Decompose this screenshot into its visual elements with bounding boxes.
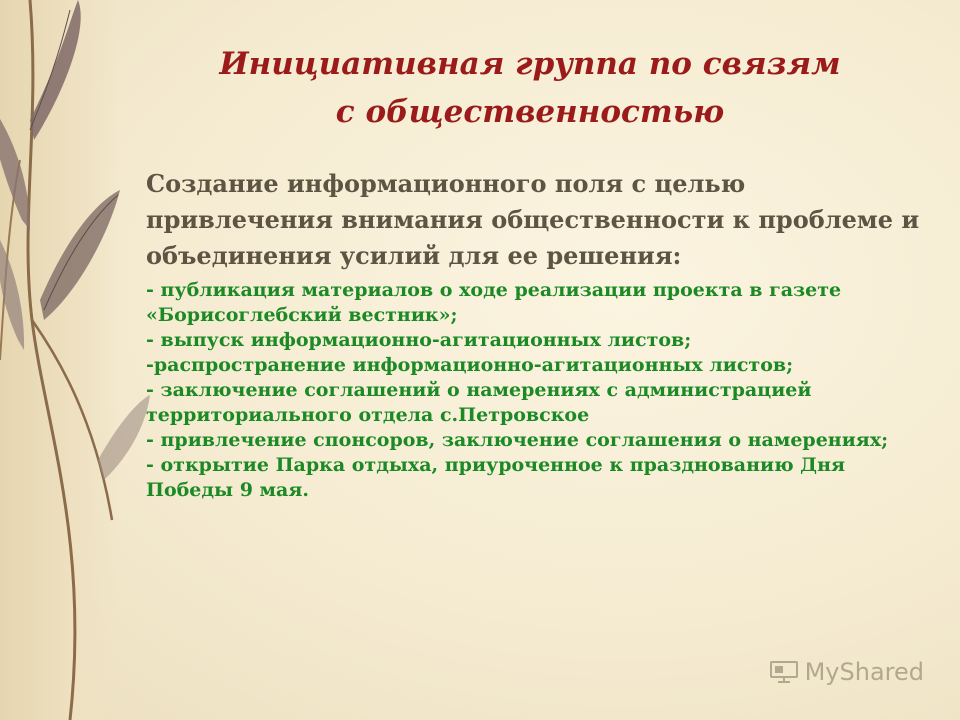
list-item: - заключение соглашений о намерениях с администрацией территориального отдела с.Петровское	[146, 379, 812, 426]
list-item: -распространение информационно-агитационных листов;	[146, 354, 794, 376]
list-item: - привлечение спонсоров, заключение соглашения о намерениях;	[146, 429, 889, 451]
list-item: - публикация материалов о ходе реализации проекта в газете «Борисоглебский вестник»;	[146, 279, 842, 326]
title-line-1: Инициативная группа по связям	[219, 46, 841, 82]
intro-paragraph: Создание информационного поля с целью привлечения внимания общественности к проблеме и объединения усилий для ее решения:	[146, 169, 920, 270]
title-line-2: с общественностью	[335, 94, 725, 130]
list-item: - выпуск информационно-агитационных листов;	[146, 329, 692, 351]
slide-content	[146, 166, 926, 503]
slide-title	[120, 40, 940, 136]
watermark	[769, 658, 924, 686]
watermark-text: MyShared	[804, 658, 924, 686]
list-item: - открытие Парка отдыха, приуроченное к празднованию Дня Победы 9 мая.	[146, 454, 846, 501]
activities-list	[146, 278, 926, 503]
presentation-board-icon	[769, 660, 799, 684]
